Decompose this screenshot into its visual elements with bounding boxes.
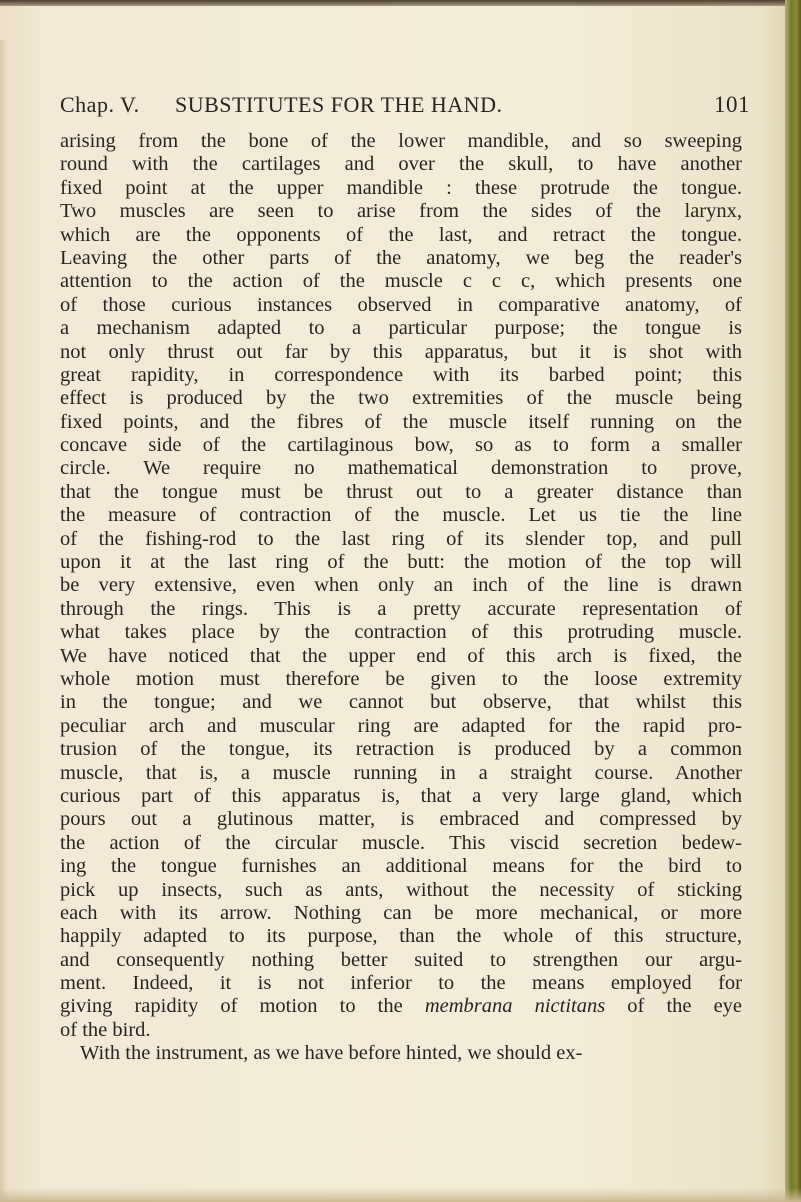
text-segment: of the eye bbox=[627, 995, 743, 1018]
page-gutter-shadow bbox=[0, 40, 8, 1202]
text-line: of the bird. bbox=[60, 1018, 151, 1041]
text-line: whole motion must therefore be given to the loose extremity bbox=[60, 667, 742, 690]
text-line: fixed point at the upper mandible : these protrude the tongue. bbox=[60, 176, 742, 199]
text-line: Two muscles are seen to arise from the sides of the larynx, bbox=[60, 200, 742, 223]
running-title: SUBSTITUTES FOR THE HAND. bbox=[175, 92, 503, 117]
text-line: upon it at the last ring of the butt: the motion of the top will bbox=[60, 551, 742, 574]
text-line: not only thrust out far by this apparatus, but it is shot with bbox=[60, 340, 742, 363]
running-header bbox=[60, 92, 750, 122]
text-line: muscle, that is, a muscle running in a straight course. Another bbox=[60, 761, 742, 784]
text-line: the measure of contraction of the muscle. Let us tie the line bbox=[60, 504, 742, 527]
text-line: trusion of the tongue, its retraction is produced by a common bbox=[60, 738, 742, 761]
text-line: of those curious instances observed in comparative anatomy, of bbox=[60, 293, 742, 316]
text-line: arising from the bone of the lower mandible, and so sweeping bbox=[60, 130, 742, 152]
text-line: the action of the circular muscle. This viscid secretion bedew- bbox=[60, 831, 742, 854]
text-line: in the tongue; and we cannot but observe, that whilst this bbox=[60, 691, 742, 714]
text-line: through the rings. This is a pretty accurate representation of bbox=[60, 597, 742, 620]
page-top-edge bbox=[0, 0, 801, 6]
text-line: curious part of this apparatus is, that a very large gland, which bbox=[60, 784, 742, 807]
body-text bbox=[60, 130, 742, 1066]
page-bottom-edge bbox=[0, 1188, 801, 1202]
text-line: ing the tongue furnishes an additional means for the bird to bbox=[60, 855, 742, 878]
text-segment: giving rapidity of motion to the bbox=[60, 995, 403, 1018]
text-line: a mechanism adapted to a particular purpose; the tongue is bbox=[60, 317, 742, 340]
text-line: round with the cartilages and over the skull, to have another bbox=[60, 153, 742, 176]
text-line: With the instrument, as we have before hinted, we should ex- bbox=[80, 1042, 583, 1065]
text-line: concave side of the cartilaginous bow, so as to form a smaller bbox=[60, 434, 742, 457]
chapter-label: Chap. V. bbox=[60, 92, 140, 117]
text-line: of the fishing-rod to the last ring of its slender top, and pull bbox=[60, 527, 742, 550]
text-line: and consequently nothing better suited to strengthen our argu- bbox=[60, 948, 742, 971]
text-line: pick up insects, such as ants, without the necessity of sticking bbox=[60, 878, 742, 901]
text-line: great rapidity, in correspondence with its barbed point; this bbox=[60, 363, 742, 386]
text-line: happily adapted to its purpose, than the whole of this structure, bbox=[60, 925, 742, 948]
text-line: that the tongue must be thrust out to a greater distance than bbox=[60, 480, 742, 503]
page-right-edge bbox=[785, 0, 801, 1202]
text-line: peculiar arch and muscular ring are adapted for the rapid pro- bbox=[60, 714, 742, 737]
text-line: be very extensive, even when only an inch of the line is drawn bbox=[60, 574, 742, 597]
text-line: circle. We require no mathematical demonstration to prove, bbox=[60, 457, 742, 480]
text-line: attention to the action of the muscle c c c, which presents one bbox=[60, 270, 742, 293]
text-line: which are the opponents of the last, and retract the tongue. bbox=[60, 223, 742, 246]
text-line: Leaving the other parts of the anatomy, we beg the reader's bbox=[60, 246, 742, 269]
text-line: pours out a glutinous matter, is embraced and compressed by bbox=[60, 808, 742, 831]
italic-term: membrana nictitans bbox=[424, 995, 606, 1018]
text-line: effect is produced by the two extremities of the muscle being bbox=[60, 387, 742, 410]
page-number: 101 bbox=[714, 92, 750, 117]
text-line: We have noticed that the upper end of this arch is fixed, the bbox=[60, 644, 742, 667]
text-line: each with its arrow. Nothing can be more mechanical, or more bbox=[60, 901, 742, 924]
text-line: what takes place by the contraction of this protruding muscle. bbox=[60, 621, 742, 644]
text-line: ment. Indeed, it is not inferior to the means employed for bbox=[60, 972, 742, 995]
text-line: fixed points, and the fibres of the muscle itself running on the bbox=[60, 410, 742, 433]
text-line-with-italic bbox=[60, 995, 742, 1018]
